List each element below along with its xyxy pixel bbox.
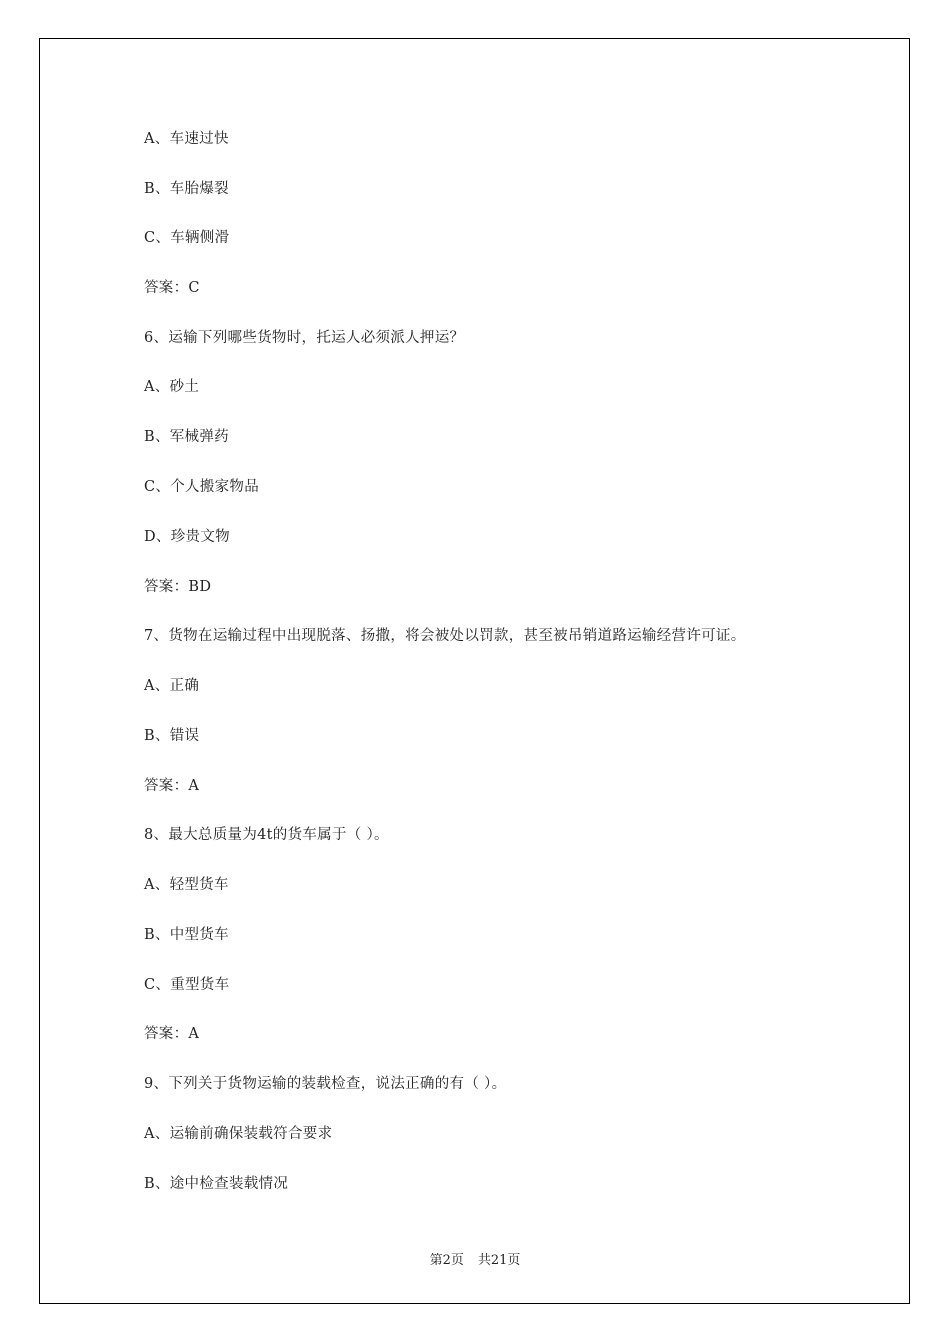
option-a-q9: A、运输前确保装载符合要求 [144,1126,333,1142]
page-footer [0,1249,950,1268]
option-b-q9: B、途中检查装载情况 [144,1176,289,1192]
option-b-q5: B、车胎爆裂 [144,181,229,197]
answer-q6: 答案：BD [144,579,212,595]
option-c-q5: C、车辆侧滑 [144,230,230,246]
page-frame [39,38,910,1304]
option-a-q8: A、轻型货车 [144,877,229,893]
option-c-q8: C、重型货车 [144,977,230,993]
option-b-q6: B、军械弹药 [144,429,229,445]
option-d-q6: D、珍贵文物 [144,529,230,545]
page-total: 共21页 [477,1253,521,1268]
option-a-q6: A、砂土 [144,379,200,395]
option-b-q8: B、中型货车 [144,927,229,943]
option-a-q7: A、正确 [144,678,200,694]
answer-q8: 答案：A [144,1026,200,1042]
answer-q7: 答案：A [144,778,200,794]
option-a-q5: A、车速过快 [144,131,229,147]
page-number: 第2页 [429,1253,464,1268]
question-7: 7、货物在运输过程中出现脱落、扬撒，将会被处以罚款，甚至被吊销道路运输经营许可证。 [144,628,746,644]
question-6: 6、运输下列哪些货物时，托运人必须派人押运？ [144,330,465,346]
answer-q5: 答案：C [144,280,200,296]
question-9: 9、下列关于货物运输的装载检查，说法正确的有（ ）。 [144,1076,507,1092]
question-8: 8、最大总质量为4t的货车属于（ ）。 [144,827,389,843]
option-c-q6: C、个人搬家物品 [144,479,259,495]
option-b-q7: B、错误 [144,728,200,744]
